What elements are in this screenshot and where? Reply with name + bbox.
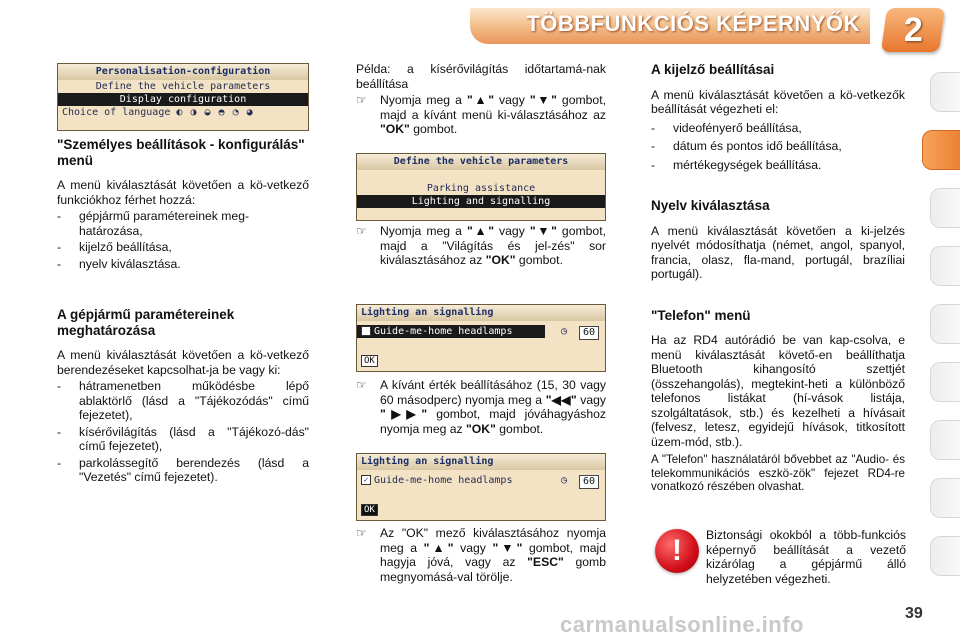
chapter-number: 2: [903, 10, 923, 49]
section-intro: A menü kiválasztását követően a kö-vetkező berendezéseket kapcsolhat-ja be vagy ki:: [57, 348, 309, 377]
chapter-tab[interactable]: [930, 246, 960, 286]
screen-title: Define the vehicle parameters: [357, 154, 605, 170]
menu-row: Parking assistance: [426, 183, 536, 194]
section-heading: A kijelző beállításai: [651, 62, 775, 77]
pointing-hand-icon: ☞: [356, 93, 367, 107]
chapter-tabs: [930, 72, 960, 612]
screen-title: Personalisation-configuration: [58, 64, 308, 80]
menu-row-selected: ✓ Guide-me-home headlamps: [357, 325, 545, 338]
step-item: ☞ Az "OK" mező kiválasztásához nyomja meg a "▲" vagy "▼" gombot, majd hagyja jóvá, vagy az "ESC" gomb megnyomásá-val törölje.: [356, 526, 606, 584]
list-item: - mértékegységek beállítása.: [651, 157, 822, 172]
list-item: - nyelv kiválasztása.: [57, 256, 181, 271]
clock-icon: ◷: [560, 475, 567, 486]
chapter-tab[interactable]: [930, 362, 960, 402]
menu-row-label: Choice of language: [62, 107, 171, 118]
list-item: - hátramenetben működésbe lépő ablaktörlő (lásd a "Tájékozódás" című fejezetet),: [57, 379, 309, 422]
list-item: - kísérővilágítás (lásd a "Tájékozó-dás" című fejezetet),: [57, 424, 309, 453]
chapter-tab[interactable]: [930, 420, 960, 460]
menu-row-selected: Lighting and signalling: [357, 195, 605, 208]
list-item: - parkolássegítő berendezés (lásd a "Vezetés" című fejezetet).: [57, 455, 309, 484]
chapter-tab[interactable]: [930, 478, 960, 518]
middle-step-3: [356, 378, 606, 436]
page-title: TÖBBFUNKCIÓS KÉPERNYŐK: [526, 11, 860, 36]
middle-intro: [356, 62, 606, 137]
pointing-hand-icon: ☞: [356, 378, 367, 392]
watermark: carmanualsonline.info: [560, 612, 804, 637]
section-heading: A gépjármű paramétereinek meghatározása: [57, 307, 235, 338]
page-header: [0, 0, 960, 50]
list-item-text: dátum és pontos idő beállítása,: [673, 139, 842, 153]
list-item-text: kísérővilágítás (lásd a "Tájékozó-dás" című fejezetet),: [79, 424, 309, 453]
checkbox-icon: ✓: [361, 326, 371, 336]
left-column: [57, 137, 309, 485]
section-text: A menü kiválasztását követően a ki-jelzés nyelvét módosíthatja (német, angol, spanyol, francia, olasz, fla-mand, portugál, brazíliai portugál).: [651, 223, 905, 281]
list-item: - videofényerő beállítása,: [651, 120, 802, 135]
section-intro: A menü kiválasztását követően a kö-vetkezők beállítását végezheti el:: [651, 87, 905, 116]
section-text: Ha az RD4 autórádió be van kap-csolva, e menü kiválasztását követő-en beállíthatja Bluetooth kihangosító szettjét (összehangolás), megtekint-heti a különböző telefonos listákat (hí-vások listája, szolgáltatások, stb.) és kezelheti a hívásait (felvesz, letesz, egyidejű hívások, titkosított üzem-mód, stb.).: [651, 333, 905, 449]
list-item-text: gépjármű paramétereinek meg-határozása,: [79, 209, 250, 238]
page-number: 39: [905, 605, 923, 622]
chapter-tab[interactable]: [930, 536, 960, 576]
section-heading: "Telefon" menü: [651, 307, 751, 323]
screen-lighting-2: [356, 453, 606, 521]
screen-lighting-1: [356, 304, 606, 372]
warning-icon: !: [655, 529, 699, 573]
menu-row: Define the vehicle parameters: [95, 81, 271, 92]
section-heading: "Személyes beállítások - konfigurálás" menü: [57, 137, 305, 168]
middle-step-2: [356, 224, 606, 268]
list-item-text: kijelző beállítása,: [79, 240, 172, 254]
screen-title: Lighting an signalling: [357, 305, 605, 321]
middle-step-4: [356, 526, 606, 584]
chapter-tab[interactable]: [930, 72, 960, 112]
pointing-hand-icon: ☞: [356, 224, 367, 238]
section-intro: A menü kiválasztását követően a kö-vetkező funkciókhoz férhet hozzá:: [57, 178, 309, 207]
language-flags-icon: ◐ ◑ ◒ ◓ ◔ ◕: [176, 107, 254, 118]
value-field: 60: [579, 475, 599, 489]
example-text: Példa: a kísérővilágítás időtartamá-nak beállítása: [356, 62, 606, 91]
menu-row: [58, 106, 308, 119]
list-item-text: nyelv kiválasztása.: [79, 256, 181, 271]
list-item-text: hátramenetben működésbe lépő ablaktörlő (lásd a "Tájékozódás" című fejezetet),: [79, 379, 309, 422]
section-heading: Nyelv kiválasztása: [651, 198, 770, 213]
right-column: [651, 62, 905, 494]
checkbox-icon: ✓: [361, 475, 371, 485]
list-item: - gépjármű paramétereinek meg-határozása,: [57, 209, 309, 238]
warning-text: Biztonsági okokból a több-funkciós képernyő beállítását a vezető kizárólag a gépjármű álló helyzetében végezheti.: [706, 528, 906, 586]
list-item-text: mértékegységek beállítása.: [673, 157, 822, 172]
pointing-hand-icon: ☞: [356, 526, 367, 540]
menu-row-selected: Display configuration: [58, 93, 308, 106]
clock-icon: ◷: [560, 326, 567, 337]
ok-field: OK: [361, 355, 378, 367]
screen-personalisation: [57, 63, 309, 131]
list-item: - dátum és pontos idő beállítása,: [651, 139, 842, 153]
step-item: ☞ Nyomja meg a "▲" vagy "▼" gombot, majd a "Világítás és jel-zés" sor kiválasztásához az "OK" gombot.: [356, 224, 606, 267]
section-text: A "Telefon" használatáról bővebbet az "Audio- és telekommunikációs eszkö-zök" fejezet RD4-re vonatkozó részében olvashat.: [651, 453, 905, 493]
chapter-tab[interactable]: [930, 304, 960, 344]
step-item: ☞ A kívánt érték beállításához (15, 30 vagy 60 másodperc) nyomja meg a "◀◀" vagy "▶▶" gombot, majd jóváhagyáshoz nyomja meg az "OK" gombot.: [356, 378, 606, 436]
chapter-tab-active[interactable]: [922, 130, 960, 170]
value-field: 60: [579, 326, 599, 340]
screen-title: Lighting an signalling: [357, 454, 605, 470]
chapter-tab[interactable]: [930, 188, 960, 228]
list-item-text: videofényerő beállítása,: [673, 120, 802, 135]
list-item-text: parkolássegítő berendezés (lásd a "Vezetés" című fejezetet).: [79, 455, 309, 484]
screen-define-vehicle: [356, 153, 606, 221]
warning-box: [706, 528, 906, 586]
step-item: ☞ Nyomja meg a "▲" vagy "▼" gombot, majd a kívánt menü ki-választásához az "OK" gombot.: [356, 93, 606, 136]
menu-row: ✓ Guide-me-home headlamps: [357, 474, 605, 487]
list-item: - kijelző beállítása,: [57, 240, 172, 254]
ok-field-selected: OK: [361, 504, 378, 516]
chapter-badge: [881, 8, 945, 52]
